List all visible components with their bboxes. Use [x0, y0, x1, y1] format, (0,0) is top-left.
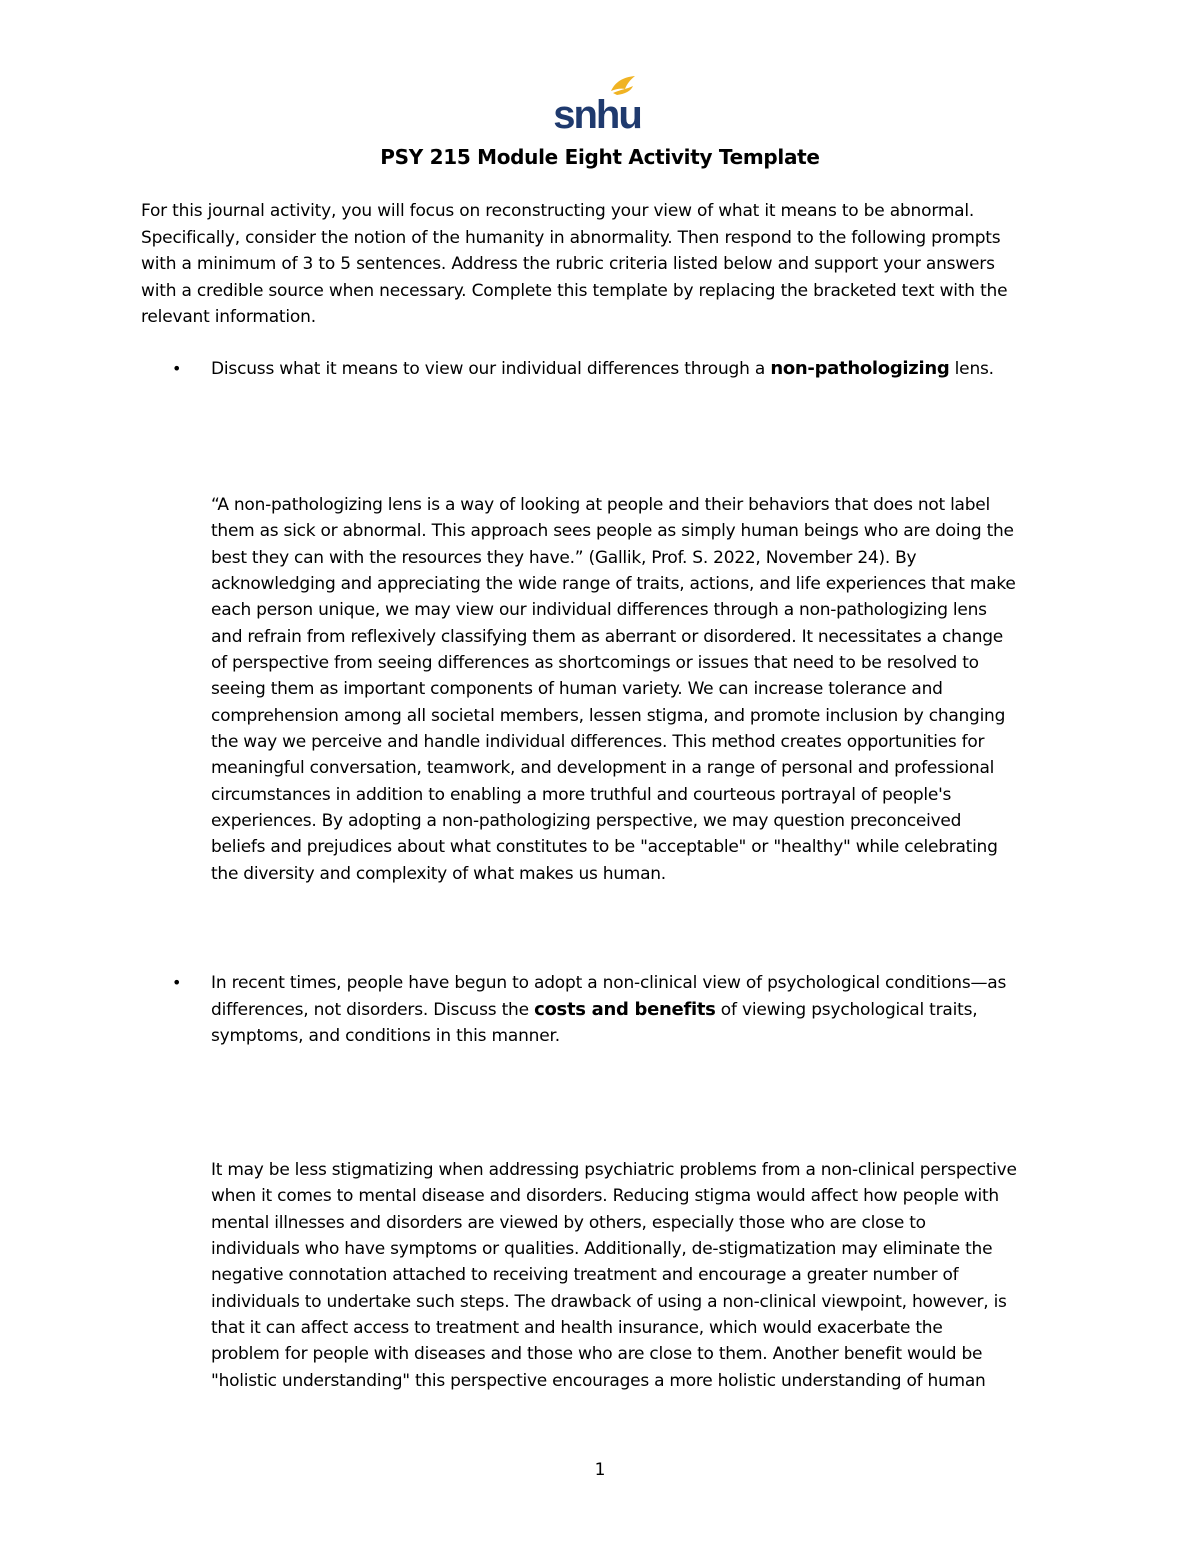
answer-line: circumstances in addition to enabling a more truthful and courteous portrayal of people's: [211, 784, 952, 805]
answer-line: the diversity and complexity of what makes us human.: [211, 863, 666, 884]
answer-line: of perspective from seeing differences as shortcomings or issues that need to be resolved to: [211, 653, 979, 674]
answer-line: best they can with the resources they have.” (Gallik, Prof. S. 2022, November 24). By: [211, 547, 917, 568]
answer-line: comprehension among all societal members, lessen stigma, and promote inclusion by changing: [211, 705, 1006, 726]
prompt-line: [211, 356, 1071, 383]
bullet-marker: •: [172, 973, 182, 992]
prompt-text: lens.: [949, 359, 994, 379]
prompt-emphasis: non-pathologizing: [770, 358, 950, 379]
answer-line: negative connotation attached to receiving treatment and encourage a greater number of: [211, 1265, 959, 1286]
answer-costs-benefits: [211, 1157, 1081, 1394]
page-number: 1: [594, 1460, 606, 1480]
answer-line: “A non-pathologizing lens is a way of looking at people and their behaviors that does not label: [211, 495, 990, 515]
prompt-line: symptoms, and conditions in this manner.: [211, 1026, 560, 1046]
prompt-text: of viewing psychological traits,: [715, 999, 978, 1020]
answer-line: meaningful conversation, teamwork, and development in a range of personal and professional: [211, 758, 995, 779]
logo-wordmark: snhu: [553, 93, 641, 134]
answer-line: beliefs and prejudices about what constitutes to be "acceptable" or "healthy" while celebrating: [211, 837, 998, 858]
snhu-logo-graphic: [553, 74, 643, 134]
prompt-text: differences, not disorders. Discuss the: [211, 999, 535, 1020]
intro-line: Specifically, consider the notion of the humanity in abnormality. Then respond to the following prompts: [141, 227, 1001, 248]
answer-line: "holistic understanding" this perspective encourages a more holistic understanding of human: [211, 1370, 986, 1391]
answer-line: when it comes to mental disease and disorders. Reducing stigma would affect how people with: [211, 1186, 999, 1207]
prompt-line: In recent times, people have begun to adopt a non-clinical view of psychological conditions—as: [211, 973, 1007, 993]
answer-line: and refrain from reflexively classifying them as aberrant or disordered. It necessitates a change: [211, 626, 1004, 647]
intro-paragraph: [141, 198, 1081, 331]
bullet-marker: •: [172, 359, 182, 378]
prompt-text: Discuss what it means to view our individual differences through a: [211, 359, 771, 379]
answer-line: them as sick or abnormal. This approach sees people as simply human beings who are doing the: [211, 521, 1014, 542]
page-title: PSY 215 Module Eight Activity Template: [380, 145, 820, 169]
answer-line: mental illnesses and disorders are viewed by others, especially those who are close to: [211, 1212, 926, 1233]
prompt-emphasis: costs and benefits: [534, 998, 716, 1020]
answer-line: It may be less stigmatizing when addressing psychiatric problems from a non-clinical perspective: [211, 1160, 1017, 1180]
prompt-non-pathologizing: [211, 356, 1071, 383]
answer-line: acknowledging and appreciating the wide range of traits, actions, and life experiences that make: [211, 574, 1016, 595]
intro-line: with a credible source when necessary. Complete this template by replacing the bracketed text with the: [141, 280, 1008, 301]
answer-line: problem for people with diseases and those who are close to them. Another benefit would be: [211, 1344, 983, 1365]
prompt-line: [211, 997, 1071, 1024]
intro-line: relevant information.: [141, 307, 316, 327]
intro-line: For this journal activity, you will focus on reconstructing your view of what it means to be abnormal.: [141, 201, 975, 221]
answer-line: experiences. By adopting a non-pathologizing perspective, we may question preconceived: [211, 811, 962, 832]
answer-line: seeing them as important components of human variety. We can increase tolerance and: [211, 679, 943, 700]
answer-line: each person unique, we may view our individual differences through a non-pathologizing lens: [211, 600, 987, 621]
answer-line: the way we perceive and handle individual differences. This method creates opportunities for: [211, 732, 985, 753]
answer-line: that it can affect access to treatment and health insurance, which would exacerbate the: [211, 1318, 943, 1339]
intro-line: with a minimum of 3 to 5 sentences. Address the rubric criteria listed below and support your answers: [141, 254, 995, 274]
answer-non-pathologizing: [211, 492, 1081, 887]
answer-line: individuals who have symptoms or qualities. Additionally, de-stigmatization may eliminate the: [211, 1239, 993, 1260]
snhu-logo: [553, 74, 643, 134]
prompt-costs-benefits: [211, 970, 1071, 1050]
answer-line: individuals to undertake such steps. The drawback of using a non-clinical viewpoint, however, is: [211, 1291, 1007, 1312]
